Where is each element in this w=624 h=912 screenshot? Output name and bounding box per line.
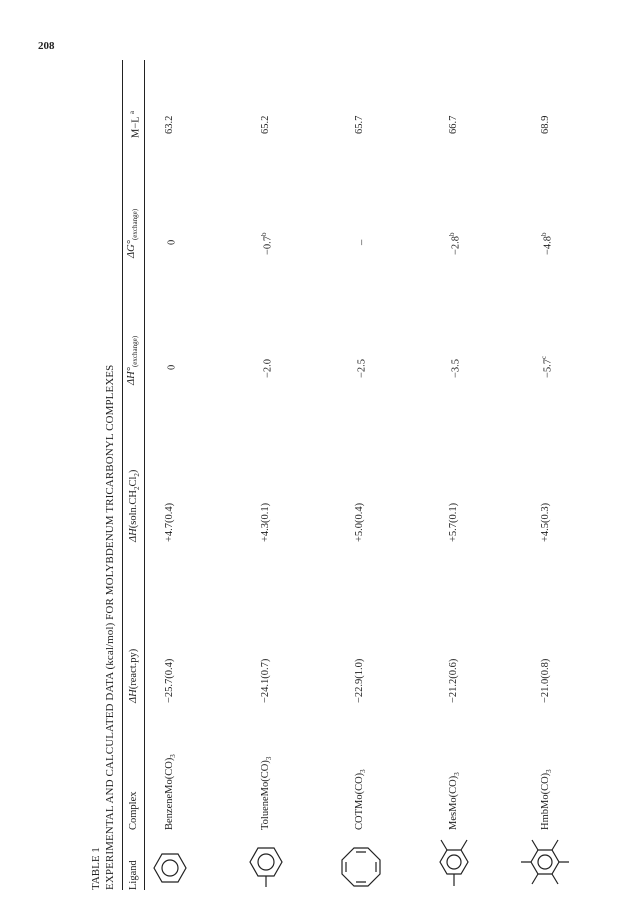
complex-cell: $BenzeneMo(CO)_3$: [164, 754, 178, 830]
dg-exchange-cell: −4.8$^b$: [540, 232, 554, 255]
hexamethylbenzene-ligand-icon: [518, 836, 572, 890]
mesitylene-ligand-icon: [430, 838, 480, 890]
page-number: 208: [38, 40, 55, 52]
header-complex: Complex: [128, 791, 139, 830]
table-top-rule: [122, 60, 123, 890]
dh-exchange-cell: −5.7$^c$: [540, 355, 554, 378]
dh-exchange-cell: 0: [166, 364, 178, 370]
dh-soln-cell: +5.0(0.4): [354, 502, 365, 542]
header-dh-react: ΔH(react.py): [128, 648, 139, 703]
dh-react-cell: −24.1(0.7): [260, 658, 271, 703]
cyclooctatetraene-ligand-icon: [338, 844, 384, 890]
dh-exchange-cell: −2.0: [262, 358, 274, 378]
table-header-rule: [144, 60, 145, 890]
ml-cell: 66.7: [448, 115, 459, 134]
benzene-ligand-icon: [148, 846, 192, 890]
toluene-ligand-icon: [244, 840, 288, 890]
ml-cell: 65.2: [260, 115, 271, 134]
dh-react-cell: −25.7(0.4): [164, 658, 175, 703]
table-label: TABLE 1: [90, 847, 102, 890]
dg-exchange-cell: 0: [166, 239, 178, 245]
header-ligand: Ligand: [128, 860, 139, 890]
ml-cell: 63.2: [164, 115, 175, 134]
dh-soln-cell: +4.3(0.1): [260, 502, 271, 542]
complex-cell: $COTMo(CO)_3$: [354, 769, 368, 830]
table-title: EXPERIMENTAL AND CALCULATED DATA (kcal/mol) FOR MOLYBDENUM TRICARBONYL COMPLEXES: [104, 364, 116, 890]
header-dg-exchange: $\Delta G^\circ_{(exchange)}$: [126, 208, 140, 258]
header-dh-soln: $\Delta H(soln.CH_2Cl_2)$: [128, 469, 142, 542]
complex-cell: $MesMo(CO)_3$: [448, 772, 462, 830]
dg-exchange-cell: –: [356, 239, 368, 245]
complex-cell: $HmbMo(CO)_3$: [540, 769, 554, 830]
dh-soln-cell: +4.5(0.3): [540, 502, 551, 542]
dh-react-cell: −21.0(0.8): [540, 658, 551, 703]
dg-exchange-cell: −0.7$^b$: [260, 232, 274, 255]
dh-exchange-cell: −2.5: [356, 358, 368, 378]
dh-exchange-cell: −3.5: [450, 358, 462, 378]
dh-soln-cell: +5.7(0.1): [448, 502, 459, 542]
dh-react-cell: −22.9(1.0): [354, 658, 365, 703]
header-dh-exchange: $\Delta H^\circ_{(exchange)}$: [126, 335, 140, 385]
rotated-table: [90, 60, 590, 890]
dh-soln-cell: +4.7(0.4): [164, 502, 175, 542]
ml-cell: 65.7: [354, 115, 365, 134]
dg-exchange-cell: −2.8$^b$: [448, 232, 462, 255]
complex-cell: $TolueneMo(CO)_3$: [260, 756, 274, 830]
ml-cell: 68.9: [540, 115, 551, 134]
dh-react-cell: −21.2(0.6): [448, 658, 459, 703]
header-ml: M−L $^a$: [128, 110, 142, 138]
